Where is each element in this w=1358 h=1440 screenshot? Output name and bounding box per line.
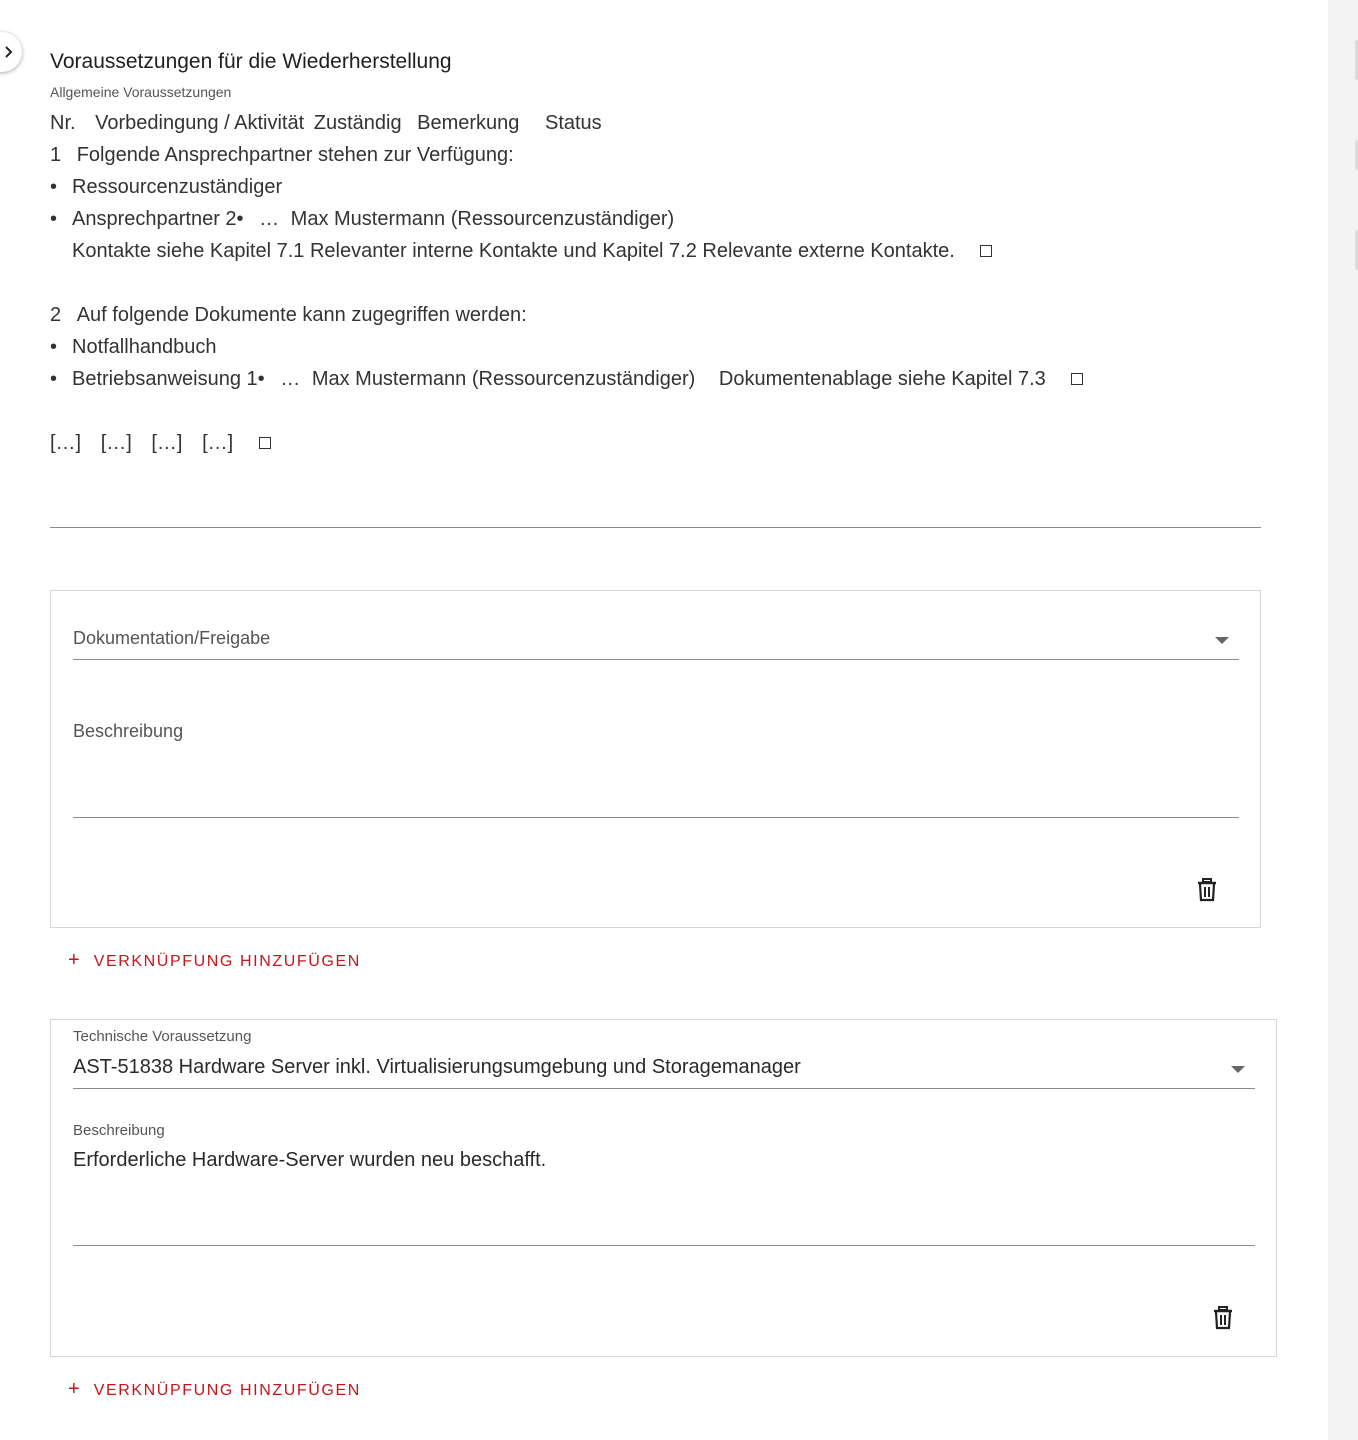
chevron-right-icon <box>4 45 14 59</box>
row1-responsible: … <box>259 208 280 230</box>
row3-c3: […] <box>151 432 183 454</box>
row3-c2: […] <box>100 432 132 454</box>
header-remark: Bemerkung <box>417 112 520 134</box>
row2-nr: 2 <box>50 304 62 326</box>
add-link-label: VERKNÜPFUNG HINZUFÜGEN <box>93 1381 361 1399</box>
link-card-technical <box>50 1019 1277 1357</box>
row1-bullet1 <box>50 175 282 199</box>
technical-select-label: Technische Voraussetzung <box>73 1028 252 1045</box>
description-label[interactable]: Beschreibung <box>73 721 184 741</box>
description-label: Beschreibung <box>73 1122 165 1139</box>
header-responsible: Zuständig <box>313 112 402 134</box>
trash-icon[interactable] <box>1197 878 1217 902</box>
row2-bullet2 <box>50 367 1083 391</box>
rich-text-underline <box>50 527 1261 528</box>
add-link-label: VERKNÜPFUNG HINZUFÜGEN <box>93 952 361 970</box>
bullet: • <box>50 176 58 198</box>
row2-text: Auf folgende Dokumente kann zugegriffen werden: <box>76 304 527 326</box>
plus-icon: + <box>68 1378 80 1400</box>
add-link-button[interactable] <box>68 950 361 973</box>
row1-person: Max Mustermann (Ressourcenzuständiger) <box>290 208 675 230</box>
bullet: • <box>50 336 58 358</box>
row3-status-checkbox[interactable] <box>259 437 271 449</box>
row1-title <box>50 143 514 167</box>
header-status: Status <box>544 112 602 134</box>
row3-c1: […] <box>50 432 82 454</box>
row1-remark: Kontakte siehe Kapitel 7.1 Relevanter interne Kontakte und Kapitel 7.2 Relevante externe Kontakte. <box>72 240 955 262</box>
row3 <box>50 431 271 455</box>
row2-bullet2-text: Betriebsanweisung 1• <box>72 368 265 390</box>
section-subtitle: Allgemeine Voraussetzungen <box>50 84 232 100</box>
row3-c4: […] <box>202 432 234 454</box>
collapse-sidebar-button[interactable] <box>0 32 22 72</box>
description-underline <box>73 1245 1255 1246</box>
row2-person: Max Mustermann (Ressourcenzuständiger) <box>311 368 696 390</box>
row1-nr: 1 <box>50 144 62 166</box>
trash-icon[interactable] <box>1213 1306 1233 1330</box>
description-input[interactable]: Erforderliche Hardware-Server wurden neu beschafft. <box>73 1149 547 1171</box>
technical-select-value[interactable]: AST-51838 Hardware Server inkl. Virtualisierungsumgebung und Storagemanager <box>73 1056 801 1078</box>
caret-down-icon[interactable] <box>1215 637 1229 644</box>
right-rail[interactable] <box>1328 0 1358 1440</box>
row2-bullet1-text: Notfallhandbuch <box>72 336 217 358</box>
table-header <box>50 111 602 135</box>
row2-responsible: … <box>280 368 301 390</box>
row2-title <box>50 303 527 327</box>
bullet: • <box>50 208 58 230</box>
caret-down-icon[interactable] <box>1231 1066 1245 1073</box>
link-card-documentation <box>50 590 1261 928</box>
header-nr: Nr. <box>50 112 76 134</box>
row1-remark-line <box>72 239 992 263</box>
header-activity: Vorbedingung / Aktivität <box>95 112 305 134</box>
row2-bullet1 <box>50 335 217 359</box>
technical-select-underline <box>73 1088 1255 1089</box>
bullet: • <box>50 368 58 390</box>
row1-bullet2 <box>50 207 674 231</box>
description-underline <box>73 817 1239 818</box>
row1-bullet2-text: Ansprechpartner 2• <box>72 208 244 230</box>
row1-status-checkbox[interactable] <box>980 245 992 257</box>
row2-remark: Dokumentenablage siehe Kapitel 7.3 <box>718 368 1046 390</box>
row2-status-checkbox[interactable] <box>1071 373 1083 385</box>
row1-bullet1-text: Ressourcenzuständiger <box>72 176 283 198</box>
documentation-select-underline <box>73 659 1239 660</box>
section-title: Voraussetzungen für die Wiederherstellung <box>50 50 452 73</box>
add-link-button[interactable] <box>68 1379 361 1402</box>
plus-icon: + <box>68 949 80 971</box>
row1-text: Folgende Ansprechpartner stehen zur Verfügung: <box>76 144 514 166</box>
documentation-select-label[interactable]: Dokumentation/Freigabe <box>73 628 271 648</box>
